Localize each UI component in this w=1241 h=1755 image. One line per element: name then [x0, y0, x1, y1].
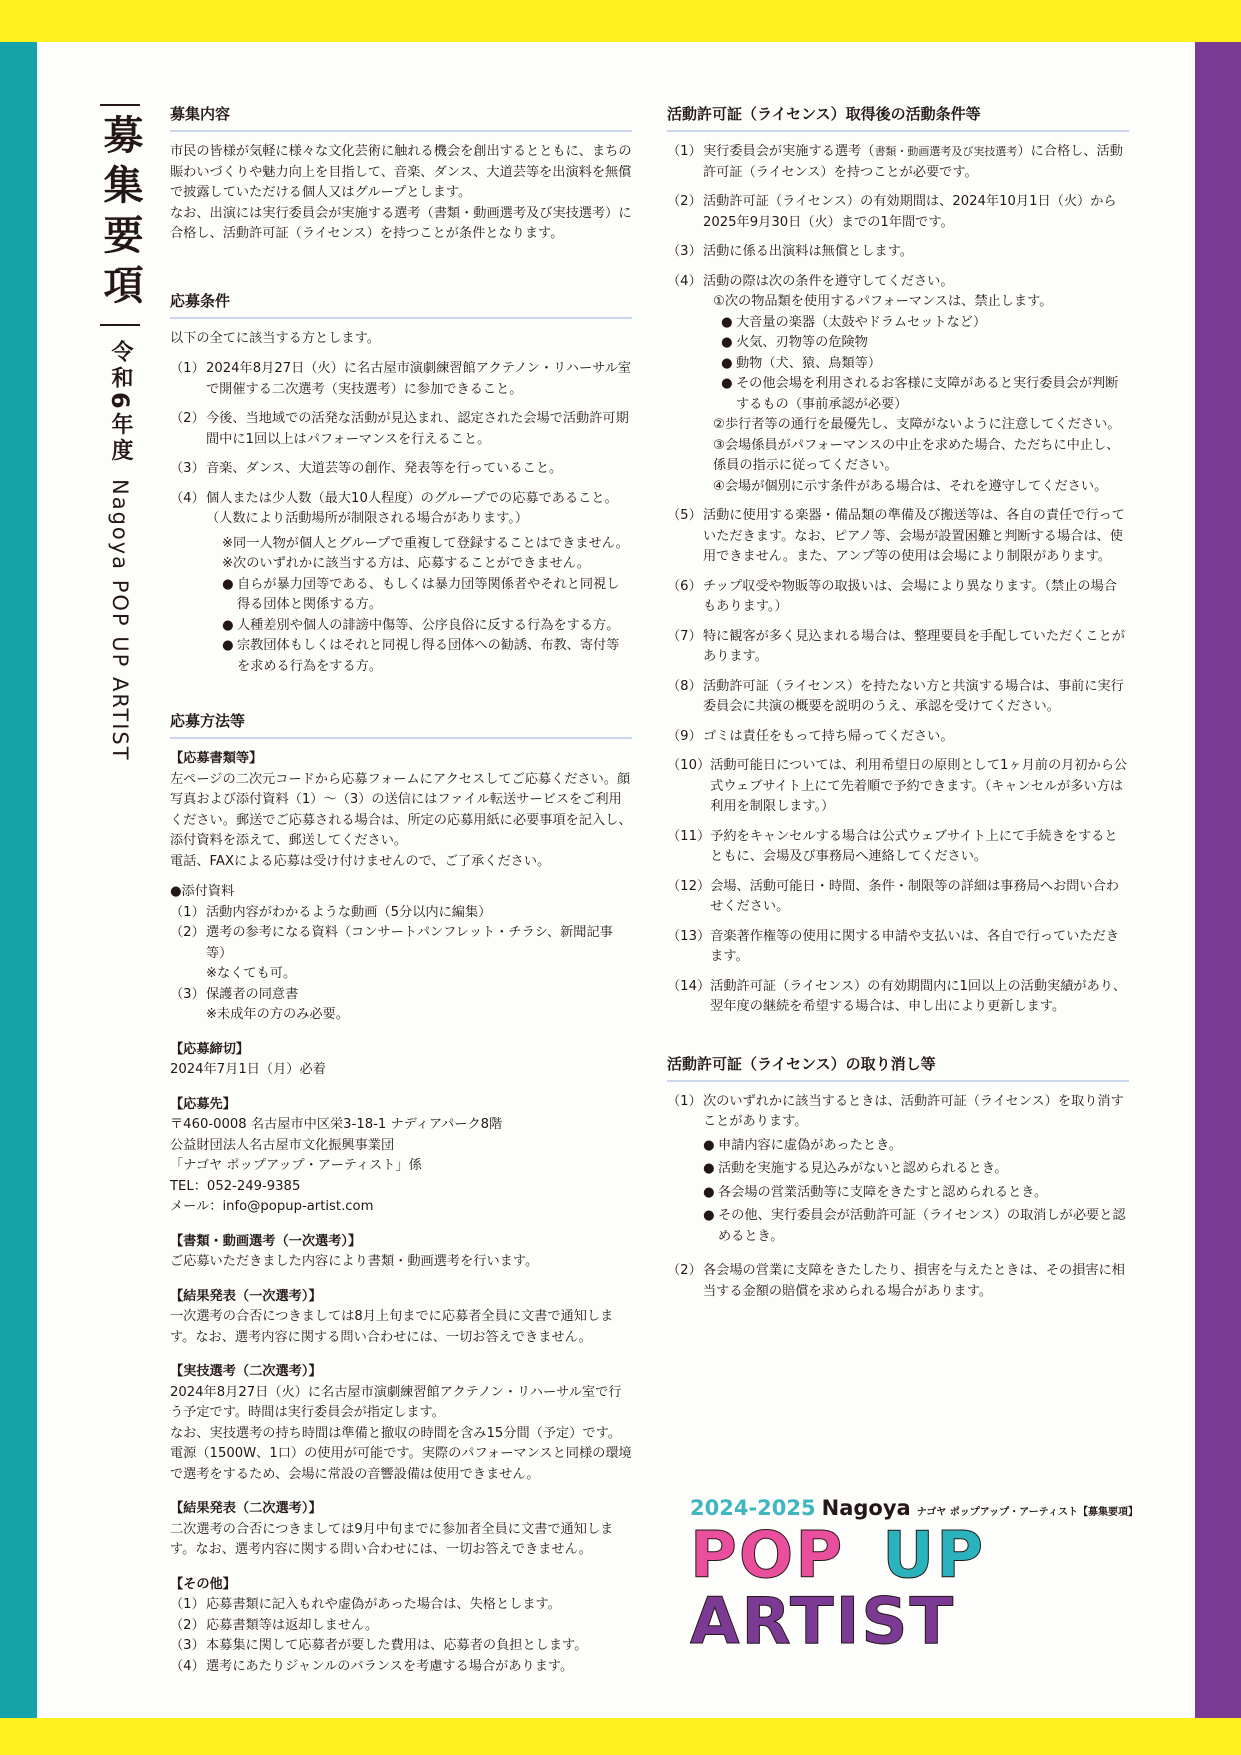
item-number: （10）	[667, 758, 711, 773]
conditions-intro: 以下の全てに該当する方とします。	[170, 330, 380, 346]
condition-item	[170, 359, 632, 400]
recruit-p1: 市民の皆様が気軽に様々な文化芸術に触れる機会を創出するとともに、まちの賑わいづくりや魅力向上を目指して、音楽、ダンス、大道芸等を出演料を無償で披露していただける個人又はグループとします。	[170, 144, 632, 200]
section-activity	[667, 104, 1129, 1018]
bullet-text: 火気、刃物等の危険物	[736, 335, 868, 350]
item-number: （2）	[170, 925, 205, 940]
activity-item	[667, 192, 1129, 233]
right-column	[667, 104, 1129, 1342]
condition-text: ④会場が個別に示す条件がある場合は、それを遵守してください。	[713, 478, 1108, 494]
bullet-item	[222, 616, 632, 637]
item-number: （1）	[170, 1597, 205, 1612]
logo-kana: ナゴヤ ポップアップ・アーティスト【募集要項】	[916, 1507, 1138, 1518]
second-select-text: 2024年8月27日（火）に名古屋市演劇練習館アクテノン・リハーサル室で行う予定です。時間は実行委員会が指定します。	[170, 1384, 622, 1420]
logo-row-1	[690, 1519, 1130, 1593]
sub-heading: 【実技選考（二次選考）】	[170, 1364, 322, 1379]
sub-heading: 【結果発表（一次選考）】	[170, 1288, 322, 1304]
item-text: 活動許可証（ライセンス）の有効期間内に1回以上の活動実績があり、翌年度の継続を希望する場合は、申し出により更新します。	[710, 978, 1127, 1014]
bullet-item	[703, 1159, 1129, 1180]
bullet-dot: ●	[721, 355, 733, 371]
bullet-item	[721, 313, 1129, 334]
item-text: 2024年8月27日（火）に名古屋市演劇練習館アクテノン・リハーサル室で開催する二次選考（実技選考）に参加できること。	[206, 361, 632, 397]
item-text: 活動許可証（ライセンス）を持たない方と共演する場合は、事前に実行委員会に共演の概要を説明のうえ、承認を受けてください。	[703, 678, 1124, 714]
result1-text: 一次選考の合否につきましては8月上旬までに応募者全員に文書で通知します。なお、選考内容に関する問い合わせには、一切お答えできません。	[170, 1309, 614, 1345]
activity-item	[667, 927, 1129, 968]
event-logo	[690, 1496, 1138, 1686]
item-number: （2）	[170, 1617, 205, 1633]
activity-item	[667, 627, 1129, 668]
attach-item	[170, 923, 632, 964]
bullet-dot: ●	[703, 1161, 715, 1176]
note-text: ※なくても可。	[206, 966, 297, 981]
bullet-dot: ●	[222, 638, 234, 653]
item-text: 活動許可証（ライセンス）の有効期間は、2024年10月1日（火）から2025年9月30日（火）までの1年間です。	[703, 194, 1117, 230]
bullet-item	[222, 575, 632, 616]
bullet-dot: ●	[721, 335, 733, 350]
condition-text: ③会場係員がパフォーマンスの中止を求めた場合、ただちに中止し、係員の指示に従ってください。	[713, 437, 1120, 473]
bullet-text: 大音量の楽器（太鼓やドラムセットなど）	[736, 314, 987, 330]
activity-item	[667, 272, 1129, 498]
item-number: （2）	[170, 411, 205, 426]
item-number: （11）	[667, 828, 711, 844]
logo-word-up: UP	[882, 1519, 986, 1593]
bullet-item	[721, 374, 1129, 415]
item-number: （1）	[667, 144, 702, 159]
sub-heading: 【書類・動画選考（一次選考）】	[170, 1233, 362, 1249]
other-item	[170, 1595, 632, 1616]
result2-text: 二次選考の合否につきましては9月中旬までに参加者全員に文書で通知します。なお、選考内容に関する問い合わせには、一切お答えできません。	[170, 1521, 614, 1557]
note-text: ※未成年の方のみ必要。	[206, 1007, 349, 1022]
bullet-item	[703, 1206, 1129, 1247]
logo-spacer	[854, 1526, 872, 1586]
item-body	[703, 1092, 1129, 1248]
logo-year: 2024-2025	[690, 1496, 816, 1520]
address-line: 「ナゴヤ ポップアップ・アーティスト」係	[170, 1158, 422, 1173]
item-body	[206, 489, 632, 678]
note-text: ※同一人物が個人とグループで重複して登録することはできません。	[222, 535, 629, 551]
item-number: （2）	[667, 1263, 702, 1278]
left-color-band	[0, 42, 37, 1718]
item-text: 保護者の同意書	[206, 986, 299, 1002]
item-text-part: ）に合格し、活動許可証（ライセンス）を持つことが必要です。	[703, 144, 1123, 180]
address-line: 〒460-0008 名古屋市中区栄3-18-1 ナディアパーク8階	[170, 1117, 503, 1132]
item-number: （2）	[667, 194, 702, 209]
sub-heading: 【結果発表（二次選考）】	[170, 1501, 322, 1516]
sub-heading: 【その他】	[170, 1576, 236, 1592]
item-number: （3）	[667, 244, 702, 259]
heading-apply: 応募方法等	[170, 711, 632, 739]
heading-conditions: 応募条件	[170, 291, 632, 319]
bullet-dot: ●	[721, 314, 733, 330]
recruit-p2: なお、出演には実行委員会が実施する選考（書類・動画選考及び実技選考）に合格し、活動許可証（ライセンス）を持つことが条件となります。	[170, 205, 632, 241]
bullet-text: その他、実行委員会が活動許可証（ライセンス）の取消しが必要と認めるとき。	[718, 1208, 1126, 1244]
item-number: （9）	[667, 728, 702, 744]
revocation-item	[667, 1261, 1129, 1302]
subtitle-en: Nagoya POP UP ARTIST	[108, 478, 132, 762]
sub-heading: 【応募先】	[170, 1096, 236, 1112]
email-text: メール：info@popup-artist.com	[170, 1199, 374, 1214]
item-number: （13）	[667, 928, 711, 944]
sub-heading: 【応募書類等】	[170, 751, 263, 766]
item-text: 音楽、ダンス、大道芸等の創作、発表等を行っていること。	[206, 461, 563, 476]
item-text-small: 書類・動画選考及び実技選考	[874, 145, 1018, 158]
subtitle	[108, 340, 132, 761]
title-rule-top	[100, 104, 140, 106]
item-text: 活動可能日については、利用希望日の原則として1ヶ月前の月初から公式ウェブサイト上にて先着順で予約できます。（キャンセルが多い方は利用を制限します。）	[710, 758, 1128, 814]
item-number: （5）	[667, 508, 702, 523]
section-apply	[170, 711, 632, 1677]
item-text: 活動に係る出演料は無償とします。	[703, 244, 913, 259]
activity-item	[667, 877, 1129, 918]
section-revocation	[667, 1054, 1129, 1303]
item-body	[703, 272, 1129, 498]
activity-item	[667, 577, 1129, 618]
item-number: （8）	[667, 678, 702, 694]
bullet-text: 申請内容に虚偽があったとき。	[718, 1137, 902, 1153]
item-text: 本募集に関して応募者が要した費用は、応募者の負担とします。	[206, 1638, 588, 1653]
item-number: （3）	[170, 986, 205, 1002]
item-text-part: 実行委員会が実施する選考（	[703, 144, 875, 159]
condition-text: ①次の物品類を使用するパフォーマンスは、禁止します。	[713, 294, 1053, 309]
activity-item	[667, 677, 1129, 718]
item-number: （14）	[667, 978, 711, 994]
bullet-dot: ●	[703, 1137, 715, 1153]
other-item	[170, 1636, 632, 1657]
subtitle-nendo: 年度	[108, 412, 133, 465]
heading-revocation: 活動許可証（ライセンス）の取り消し等	[667, 1054, 1129, 1082]
activity-item	[667, 506, 1129, 568]
other-item	[170, 1616, 632, 1637]
section-recruit	[170, 104, 632, 245]
note-text: ※次のいずれかに該当する方は、応募することができません。	[222, 556, 590, 571]
item-text: 選考にあたりジャンルのバランスを考慮する場合があります。	[206, 1658, 574, 1674]
sub-heading: 【応募締切】	[170, 1041, 250, 1057]
first-select-text: ご応募いただきました内容により書類・動画選考を行います。	[170, 1254, 539, 1269]
bullet-text: 人種差別や個人の誹謗中傷等、公序良俗に反する行為をする方。	[237, 617, 620, 633]
activity-item	[667, 242, 1129, 263]
logo-row-2	[690, 1585, 1130, 1659]
revocation-item	[667, 1092, 1129, 1248]
item-text: 予約をキャンセルする場合は公式ウェブサイト上にて手続きをするとともに、会場及び事務局へ連絡してください。	[710, 828, 1118, 864]
attach-item	[170, 903, 632, 924]
item-text: 今後、当地域での活発な活動が見込まれ、認定された会場で活動許可期間中に1回以上はパフォーマンスを行えること。	[206, 411, 629, 447]
logo-word-pop: POP	[690, 1519, 845, 1593]
bullet-dot: ●	[222, 617, 234, 633]
logo-city: Nagoya	[821, 1496, 911, 1520]
condition-text: ②歩行者等の通行を最優先し、支障がないように注意してください。	[713, 417, 1121, 432]
item-number: （1）	[667, 1093, 702, 1109]
item-number: （1）	[170, 904, 205, 920]
item-text: 次のいずれかに該当するときは、活動許可証（ライセンス）を取り消すことがあります。	[703, 1093, 1124, 1129]
bullet-text: 宗教団体もしくはそれと同視し得る団体への勧誘、布教、寄付等を求める行為をする方。	[237, 638, 620, 674]
item-number: （4）	[170, 490, 205, 506]
right-color-band	[1195, 42, 1241, 1718]
top-color-band	[0, 0, 1241, 42]
heading-activity: 活動許可証（ライセンス）取得後の活動条件等	[667, 104, 1129, 132]
item-text: チップ収受や物販等の取扱いは、会場により異なります。（禁止の場合もあります。）	[703, 578, 1117, 614]
item-text: 音楽著作権等の使用に関する申請や支払いは、各自で行っていただきます。	[710, 928, 1119, 964]
bullet-list	[703, 313, 1129, 416]
item-number: （3）	[170, 461, 205, 476]
item-text: 活動の際は次の条件を遵守してください。	[703, 273, 954, 289]
item-number: （7）	[667, 628, 702, 644]
item-text: 応募書類に記入もれや虚偽があった場合は、失格とします。	[206, 1597, 561, 1612]
item-number: （1）	[170, 361, 205, 376]
item-number: （3）	[170, 1638, 205, 1653]
item-text: 応募書類等は返却しません。	[206, 1617, 379, 1633]
bullet-dot: ●	[703, 1184, 715, 1200]
item-text: 活動に使用する楽器・備品類の準備及び搬送等は、各自の責任で行っていただきます。なお、ピアノ等、会場が設置困難と判断する場合は、使用できません。また、アンプ等の使用は会場により制限があります。	[703, 508, 1125, 564]
second-select-text: なお、実技選考の持ち時間は準備と撤収の時間を含み15分間（予定）です。電源（1500W、1口）の使用が可能です。実際のパフォーマンスと同様の環境で選考をするため、会場に常設の音響設備は使用できません。	[170, 1425, 632, 1482]
bullet-text: 自らが暴力団等である、もしくは暴力団等関係者やそれと同視し得る団体と関係する方。	[237, 576, 620, 612]
activity-item	[667, 727, 1129, 748]
item-text: 各会場の営業に支障をきたしたり、損害を与えたときは、その損害に相当する金額の賠償を求められる場合があります。	[703, 1263, 1125, 1299]
item-number: （6）	[667, 578, 702, 594]
bullet-text: 各会場の営業活動等に支障をきたすと認められるとき。	[718, 1184, 1048, 1200]
logo-word-artist: ARTIST	[690, 1585, 956, 1659]
address-line: 公益財団法人名古屋市文化振興事業団	[170, 1137, 395, 1153]
attach-item	[170, 985, 632, 1006]
docs-text: 電話、FAXによる応募は受け付けませんので、ご了承ください。	[170, 853, 551, 869]
phone-text: TEL：052-249-9385	[170, 1178, 301, 1194]
item-text: 活動内容がわかるような動画（5分以内に編集）	[206, 904, 492, 920]
bullet-list	[703, 1136, 1129, 1248]
vertical-title	[88, 100, 152, 761]
item-text: 個人または少人数（最大10人程度）のグループでの応募であること。（人数により活動場所が制限される場合があります。）	[206, 490, 618, 526]
heading-recruit: 募集内容	[170, 104, 632, 132]
bullet-item	[721, 354, 1129, 375]
activity-item	[667, 756, 1129, 818]
activity-item	[667, 827, 1129, 868]
activity-item	[667, 142, 1129, 183]
item-text: 会場、活動可能日・時間、条件・制限等の詳細は事務局へお問い合わせください。	[710, 878, 1119, 914]
bottom-color-band	[0, 1718, 1241, 1755]
bullet-dot: ●	[703, 1208, 715, 1223]
bullet-text: 活動を実施する見込みがないと認められるとき。	[718, 1161, 1008, 1176]
section-conditions	[170, 291, 632, 678]
item-text: 選考の参考になる資料（コンサートパンフレット・チラシ、新聞記事等）	[206, 925, 613, 961]
item-text: 特に観客が多く見込まれる場合は、整理要員を手配していただくことがあります。	[703, 628, 1125, 664]
bullet-item	[703, 1136, 1129, 1157]
attach-heading: ●添付資料	[170, 884, 235, 899]
bullet-item	[222, 636, 632, 677]
logo-header	[690, 1496, 1138, 1520]
docs-text: 左ページの二次元コードから応募フォームにアクセスしてご応募ください。顔写真および添付資料（1）〜（3）の送信にはファイル転送サービスをご利用ください。郵送でご応募される場合は、所定の応募用紙に必要事項を記入し、添付資料を添えて、郵送してください。	[170, 771, 632, 848]
item-number: （4）	[170, 1658, 205, 1674]
deadline-text: 2024年7月1日（月）必着	[170, 1062, 326, 1077]
item-number: （12）	[667, 878, 711, 894]
left-column	[170, 104, 632, 1717]
subtitle-year: 6	[106, 392, 134, 413]
bullet-item	[721, 333, 1129, 354]
bullet-text: 動物（犬、猿、鳥類等）	[736, 355, 882, 371]
bullet-text: その他会場を利用されるお客様に支障があると実行委員会が判断するもの（事前承認が必要）	[736, 376, 1119, 412]
condition-item	[170, 409, 632, 450]
page-title: 募集要項	[97, 114, 143, 314]
subtitle-era: 令和	[108, 340, 133, 392]
bullet-item	[703, 1183, 1129, 1204]
item-text	[703, 142, 1129, 183]
condition-item	[170, 489, 632, 678]
bullet-dot: ●	[721, 376, 733, 391]
condition-item	[170, 459, 632, 480]
item-text: ゴミは責任をもって持ち帰ってください。	[703, 728, 954, 744]
activity-item	[667, 977, 1129, 1018]
bullet-dot: ●	[222, 576, 234, 592]
bullet-list	[206, 575, 632, 678]
other-item	[170, 1657, 632, 1678]
item-number: （4）	[667, 273, 702, 289]
title-rule-mid	[100, 324, 140, 326]
